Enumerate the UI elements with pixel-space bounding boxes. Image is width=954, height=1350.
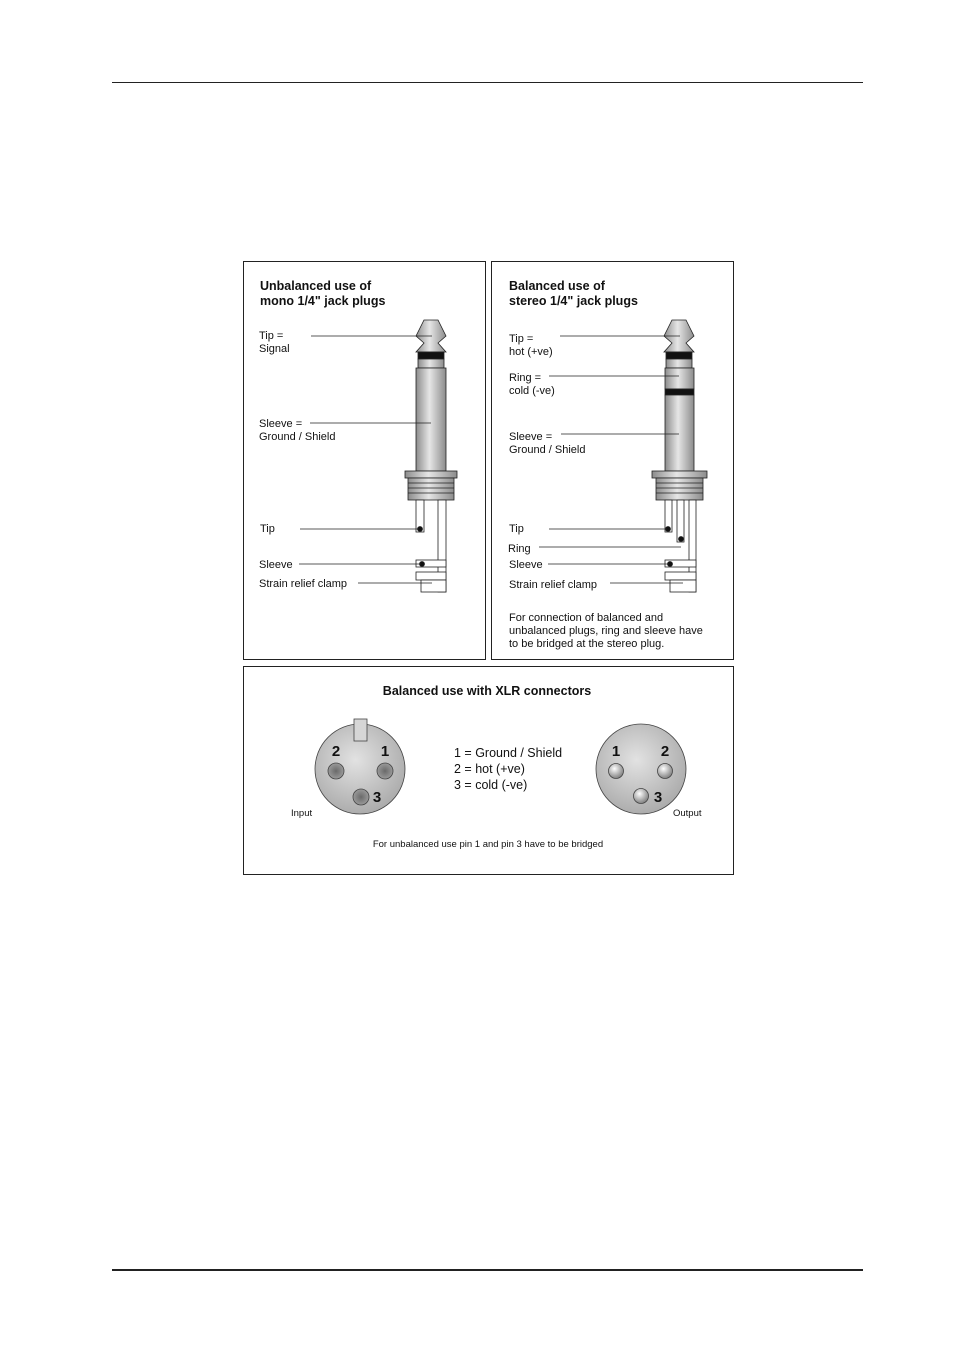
stereo-ring-label: Ring = <box>509 372 542 384</box>
xlr-output-pin3-pin <box>634 789 649 804</box>
mono-wire-tip-label: Tip <box>260 523 275 535</box>
mono-jack-panel <box>244 262 486 660</box>
xlr-input-pin3-hole <box>353 789 369 805</box>
xlr-output-connector <box>596 724 686 814</box>
stereo-note-line3: to be bridged at the stereo plug. <box>509 638 665 650</box>
xlr-legend-pin2: 2 = hot (+ve) <box>454 762 525 776</box>
stereo-wire-tip-label: Tip <box>509 523 524 535</box>
mono-sleeve-desc: Ground / Shield <box>259 431 336 443</box>
xlr-input-pin3-label: 3 <box>372 789 382 806</box>
xlr-panel <box>244 667 734 875</box>
xlr-title: Balanced use with XLR connectors <box>382 684 592 698</box>
mono-title-line1: Unbalanced use of <box>260 279 372 293</box>
stereo-title-line2: stereo 1/4" jack plugs <box>509 294 638 308</box>
mono-wire-sleeve-label: Sleeve <box>259 559 293 571</box>
mono-title-line2: mono 1/4" jack plugs <box>260 294 386 308</box>
xlr-input-pin1-hole <box>377 763 393 779</box>
stereo-title-line1: Balanced use of <box>509 279 605 293</box>
xlr-note: For unbalanced use pin 1 and pin 3 have to be bridged <box>372 839 604 850</box>
xlr-output-pin3-label: 3 <box>653 789 663 806</box>
stereo-wire-ring-label: Ring <box>508 543 531 555</box>
stereo-ring-desc: cold (-ve) <box>509 385 555 397</box>
stereo-note-line1: For connection of balanced and <box>509 612 664 624</box>
stereo-sleeve-desc: Ground / Shield <box>509 444 586 456</box>
xlr-output-pin1-pin <box>609 764 624 779</box>
xlr-input-pin1-label: 1 <box>380 743 390 760</box>
stereo-jack-panel <box>492 262 734 660</box>
mono-tip-desc: Signal <box>259 343 290 355</box>
xlr-input-label: Input <box>291 808 313 819</box>
stereo-note-line2: unbalanced plugs, ring and sleeve have <box>509 625 703 637</box>
mono-sleeve-label: Sleeve = <box>259 418 303 430</box>
xlr-output-label: Output <box>673 808 702 819</box>
xlr-legend-pin1: 1 = Ground / Shield <box>454 746 563 760</box>
xlr-input-pin2-hole <box>328 763 344 779</box>
stereo-tip-label: Tip = <box>509 333 534 345</box>
stereo-sleeve-label: Sleeve = <box>509 431 553 443</box>
xlr-output-pin1-label: 1 <box>611 743 621 760</box>
xlr-legend-pin3: 3 = cold (-ve) <box>454 778 528 792</box>
mono-wire-clamp-label: Strain relief clamp <box>259 578 348 590</box>
mono-tip-label: Tip = <box>259 330 284 342</box>
xlr-input-pin2-label: 2 <box>331 743 341 760</box>
stereo-tip-desc: hot (+ve) <box>509 346 553 358</box>
xlr-output-pin2-pin <box>658 764 673 779</box>
xlr-output-pin2-label: 2 <box>660 743 670 760</box>
stereo-wire-sleeve-label: Sleeve <box>509 559 543 571</box>
stereo-wire-clamp-label: Strain relief clamp <box>509 579 598 591</box>
